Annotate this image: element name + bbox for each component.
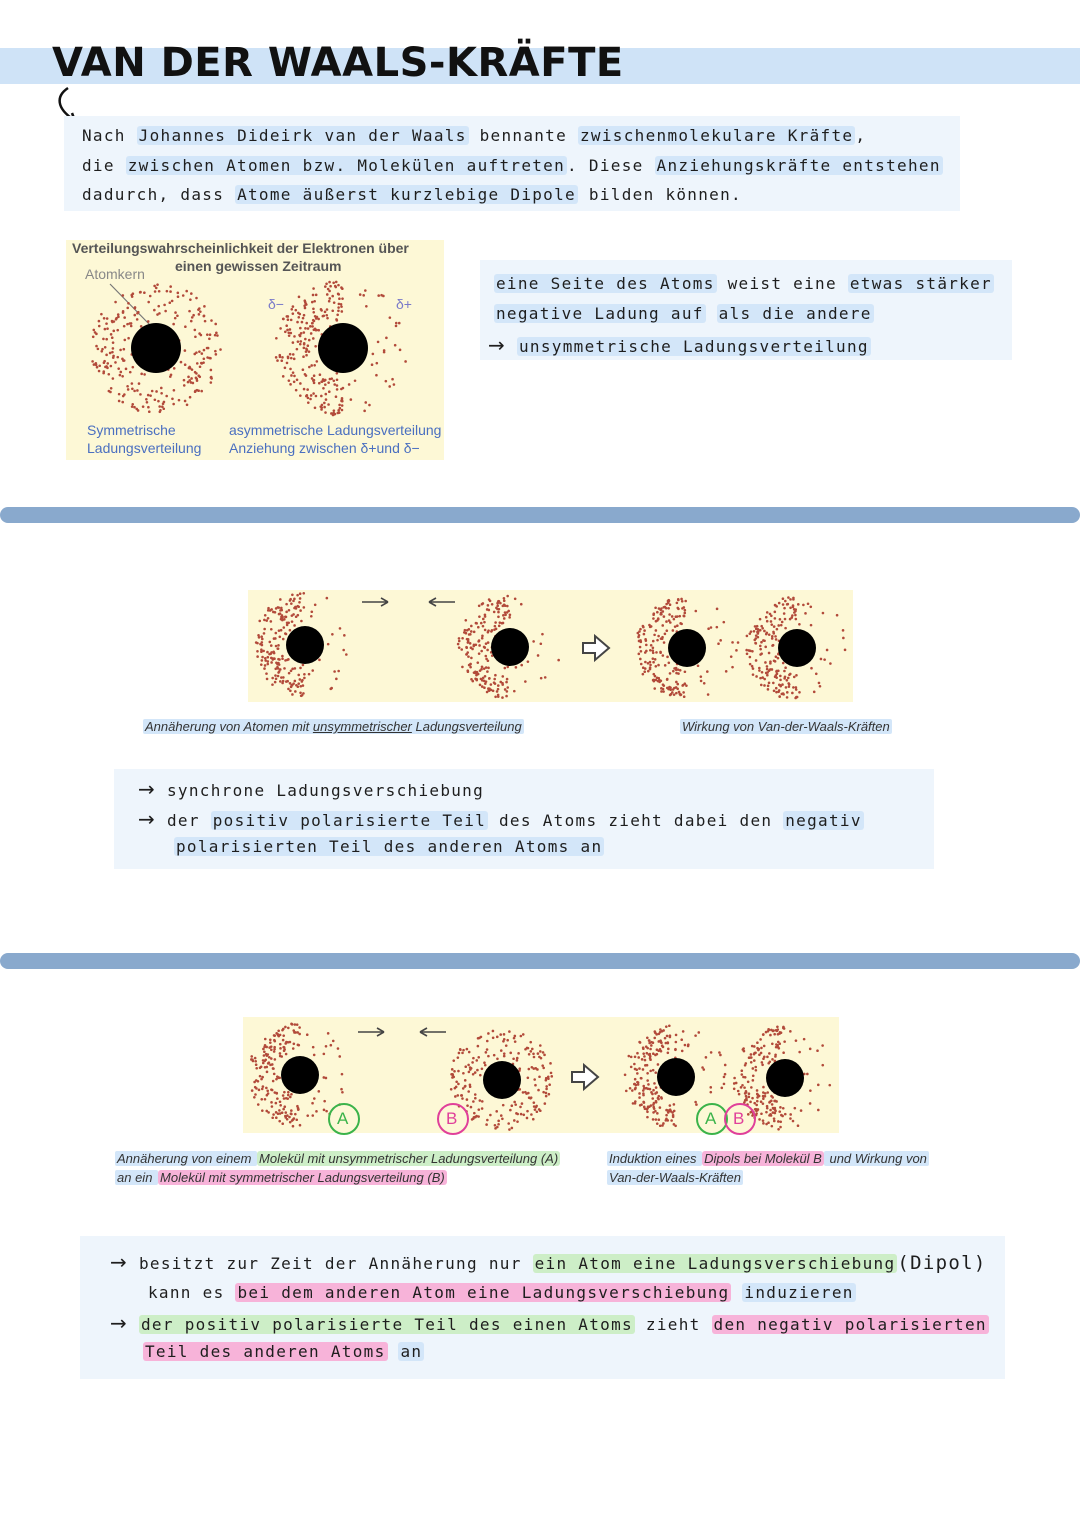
molecule-a-ring-2	[697, 1104, 727, 1134]
approach-arrow-right-icon-2	[358, 1028, 384, 1036]
arrow-icon: →	[110, 1250, 129, 1274]
intro-line-2: die zwischen Atomen bzw. Molekülen auftreten . Diese Anziehungskräfte entstehen	[82, 156, 941, 175]
atom-s2-3	[636, 598, 739, 698]
caption-symmetric-2: Ladungsverteilung	[87, 440, 202, 456]
approach-arrow-right-icon	[362, 598, 388, 606]
approach-arrow-left-icon-2	[420, 1028, 446, 1036]
caption-vdw-effect: Wirkung von Van-der-Waals-Kräften	[682, 719, 890, 734]
figure-header-1: Verteilungswahrscheinlichkeit der Elektronen über	[72, 240, 409, 256]
atom-a-result	[624, 1024, 727, 1127]
molecule-b-ring	[438, 1104, 468, 1134]
page-title: VAN DER WAALS-KRÄFTE	[52, 40, 624, 86]
section3-bullet-1-cont: kann es bei dem anderen Atom eine Ladungsverschiebung induzieren	[148, 1283, 854, 1302]
figure-header-2: einen gewissen Zeitraum	[175, 258, 342, 274]
caption-approach-molecules-2: an ein Molekül mit symmetrischer Ladungsverteilung (B)	[117, 1170, 445, 1185]
caption-induction-1: Induktion eines Dipols bei Molekül B und Wirkung von	[609, 1151, 927, 1166]
section3-bullet-2-cont: Teil des anderen Atoms an	[145, 1342, 423, 1361]
molecule-b-ring-2	[725, 1104, 755, 1134]
arrow-icon: →	[488, 333, 507, 357]
caption-induction-2: Van-der-Waals-Kräften	[609, 1170, 741, 1185]
caption-asymmetric-2: Anziehung zwischen δ+und δ−	[229, 440, 420, 456]
molecule-a-ring	[329, 1104, 359, 1134]
result-arrow-icon-2	[572, 1065, 598, 1089]
arrow-icon: →	[110, 1311, 129, 1335]
caption-asymmetric-1: asymmetrische Ladungsverteilung	[229, 422, 442, 438]
section2-bullet-1: → synchrone Ladungsverschiebung	[138, 777, 485, 801]
atom-a-approach	[250, 1023, 344, 1128]
side-note-line-2: negative Ladung auf als die andere	[496, 304, 872, 323]
caption-approach-asymmetric: Annäherung von Atomen mit unsymmetrischer Ladungsverteilung	[145, 719, 522, 734]
arrow-icon: →	[138, 807, 157, 831]
caption-approach-molecules-1: Annäherung von einem Molekül mit unsymmetrischer Ladungsverteilung (A)	[117, 1151, 559, 1166]
atom-symmetric	[91, 283, 222, 413]
molecule-a-label-2: A	[705, 1109, 717, 1128]
atom-asymmetric	[275, 281, 407, 417]
result-arrow-icon	[583, 636, 609, 660]
section2-bullet-2: → der positiv polarisierte Teil des Atoms zieht dabei den negativ	[138, 807, 862, 831]
intro-line-3: dadurch, dass Atome äußerst kurzlebige Dipole bilden können.	[82, 185, 742, 204]
molecule-b-label: B	[446, 1109, 458, 1128]
intro-line-1: Nach Johannes Dideirk van der Waals bennante zwischenmolekulare Kräfte ,	[82, 126, 867, 145]
caption-symmetric-1: Symmetrische	[87, 422, 176, 438]
section3-bullet-2: → der positiv polarisierte Teil des einen Atoms zieht den negativ polarisierten	[110, 1311, 987, 1335]
section3-bullet-1: → besitzt zur Zeit der Annäherung nur ein Atom eine Ladungsverschiebung (Dipol)	[110, 1250, 987, 1274]
delta-minus-label: δ−	[268, 296, 284, 312]
atom-s2-4	[745, 596, 846, 699]
side-note-line-1: eine Seite des Atoms weist eine etwas stärker	[496, 274, 992, 293]
section2-bullet-2-cont: polarisierten Teil des anderen Atoms an	[176, 837, 603, 856]
nucleus-label: Atomkern	[85, 266, 145, 282]
molecule-b-label-2: B	[733, 1109, 745, 1128]
atom-b-approach	[450, 1030, 553, 1131]
delta-plus-label: δ+	[396, 296, 412, 312]
atom-b-result	[733, 1025, 831, 1130]
arrow-icon: →	[138, 777, 157, 801]
molecule-a-label: A	[337, 1109, 349, 1128]
atom-s2-2	[457, 595, 560, 699]
side-note-line-3: → unsymmetrische Ladungsverteilung	[488, 333, 869, 357]
approach-arrow-left-icon	[429, 598, 455, 606]
atom-s2-1	[255, 592, 348, 697]
